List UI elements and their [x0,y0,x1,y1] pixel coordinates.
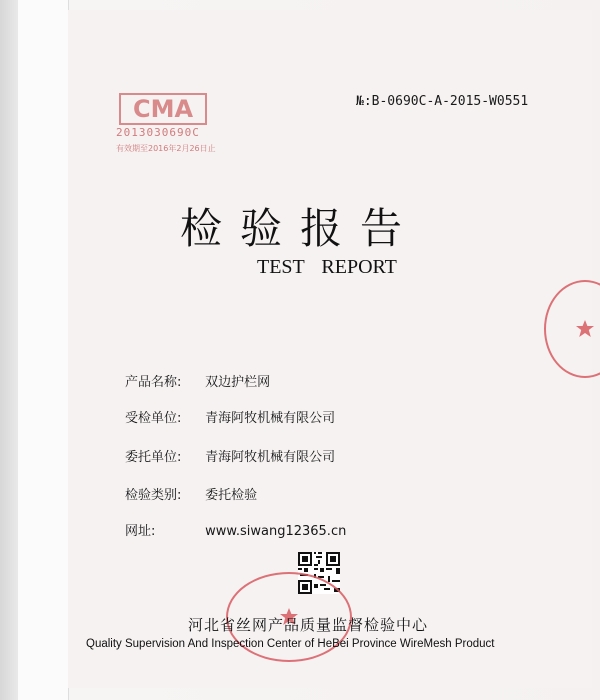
binding-strip [18,0,69,700]
report-number: №:B-0690C-A-2015-W0551 [356,94,529,109]
inspection-type-label: 检验类别: [125,488,182,503]
client-unit-row [125,446,335,465]
cma-validity: 有效期至2016年2月26日止 [116,144,216,153]
inspection-type-row [125,484,257,503]
issuing-center-cn: 河北省丝网产品质量监督检验中心 [188,616,429,634]
product-name-row [125,371,270,390]
website-value: www.siwang12365.cn [205,524,347,539]
website-row [125,520,346,539]
report-title-en: TEST REPORT [257,256,397,278]
inspection-type-value: 委托检验 [205,488,258,503]
cma-logo-icon [118,92,208,126]
product-name-label: 产品名称: [125,375,182,390]
inspected-unit-label: 受检单位: [125,411,182,426]
client-unit-label: 委托单位: [125,450,182,465]
issuing-center-en: Quality Supervision And Inspection Center of HeBei Province WireMesh Product [86,638,495,650]
cma-number: 2013030690C [116,126,200,139]
client-unit-value: 青海阿牧机械有限公司 [205,450,336,465]
website-label: 网址: [125,524,156,539]
inspected-unit-row [125,407,335,426]
svg-text:CMA: CMA [132,95,194,123]
right-seal-star-icon [575,319,595,339]
inspected-unit-value: 青海阿牧机械有限公司 [205,411,336,426]
report-title-cn: 检验报告 [180,204,421,253]
product-name-value: 双边护栏网 [205,375,271,390]
